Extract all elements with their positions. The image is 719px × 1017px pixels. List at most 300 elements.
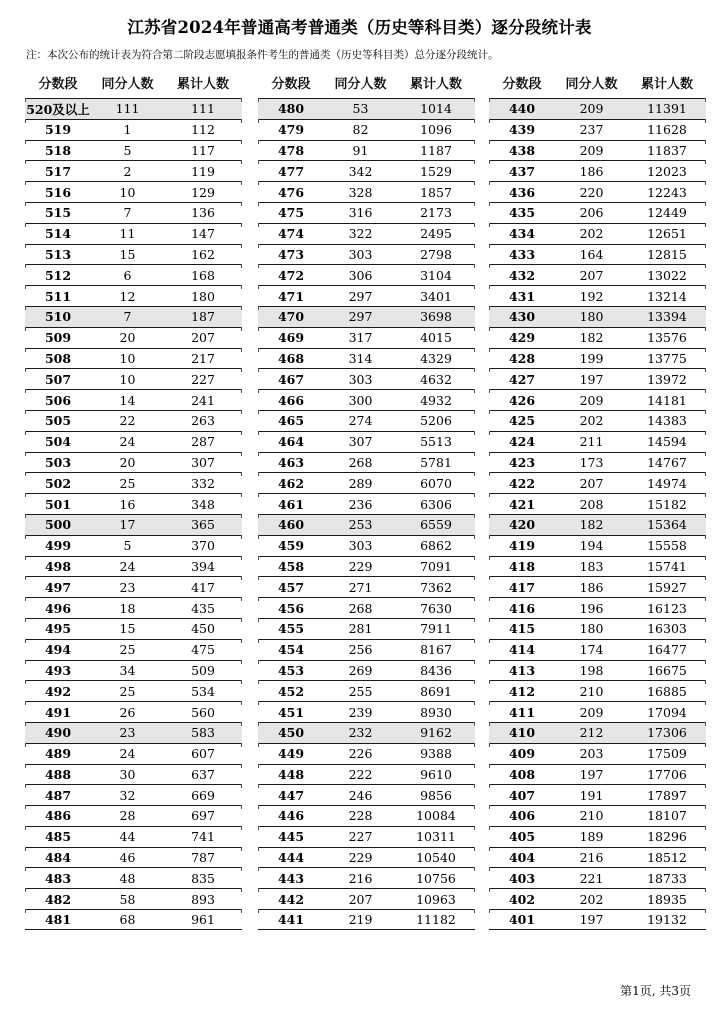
- table-row: [258, 597, 475, 618]
- table-row: [489, 285, 706, 306]
- score-cell: 515: [44, 205, 72, 221]
- score-cell: 492: [44, 683, 72, 699]
- cumulative-cell: 2173: [420, 205, 452, 221]
- cumulative-cell: 9162: [420, 725, 452, 741]
- score-cell: 450: [277, 725, 305, 741]
- table-row: [258, 119, 475, 140]
- table-row: [489, 431, 706, 452]
- table-row: [25, 410, 242, 431]
- cumulative-cell: 12243: [647, 184, 687, 200]
- cumulative-cell: 12651: [647, 226, 687, 242]
- score-cell: 514: [44, 226, 72, 242]
- cumulative-cell: 669: [191, 787, 215, 803]
- same-count-cell: 316: [348, 205, 373, 221]
- score-cell: 431: [508, 288, 536, 304]
- cumulative-cell: 7362: [420, 579, 452, 595]
- cumulative-cell: 307: [191, 454, 215, 470]
- cumulative-cell: 2798: [420, 246, 452, 262]
- score-cell: 513: [44, 246, 72, 262]
- table-row: [489, 160, 706, 181]
- table-row: [489, 119, 706, 140]
- table-row: [25, 701, 242, 722]
- same-count-cell: 229: [348, 850, 373, 866]
- table-row: [489, 722, 706, 743]
- same-count-cell: 222: [348, 766, 373, 782]
- cumulative-cell: 13775: [647, 350, 687, 366]
- header-same-count: 同分人数: [334, 77, 387, 92]
- cumulative-cell: 19132: [647, 911, 687, 927]
- cumulative-cell: 697: [191, 808, 215, 824]
- table-row: [25, 327, 242, 348]
- same-count-cell: 255: [348, 683, 373, 699]
- header-score: 分数段: [38, 77, 78, 92]
- same-count-cell: 11: [119, 226, 136, 242]
- score-cell: 451: [277, 704, 305, 720]
- cumulative-cell: 10084: [416, 808, 456, 824]
- same-count-cell: 192: [579, 288, 604, 304]
- cumulative-cell: 263: [191, 413, 215, 429]
- same-count-cell: 206: [579, 205, 604, 221]
- score-cell: 474: [277, 226, 305, 242]
- table-row: [489, 368, 706, 389]
- same-count-cell: 227: [348, 829, 373, 845]
- score-cell: 414: [508, 642, 536, 658]
- score-table-column-3: [489, 71, 706, 930]
- table-row: [258, 826, 475, 847]
- same-count-cell: 23: [119, 725, 136, 741]
- same-count-cell: 14: [119, 392, 136, 408]
- table-row: [489, 140, 706, 161]
- same-count-cell: 1: [123, 122, 132, 138]
- table-row: [258, 576, 475, 597]
- same-count-cell: 314: [348, 350, 373, 366]
- score-cell: 448: [277, 766, 305, 782]
- cumulative-cell: 187: [191, 309, 215, 325]
- table-row: [25, 472, 242, 493]
- same-count-cell: 34: [119, 662, 136, 678]
- score-cell: 433: [508, 246, 536, 262]
- score-cell: 438: [508, 142, 536, 158]
- table-row: [25, 743, 242, 764]
- score-cell: 415: [508, 621, 536, 637]
- same-count-cell: 232: [348, 725, 373, 741]
- score-cell: 427: [508, 371, 536, 387]
- score-cell: 428: [508, 350, 536, 366]
- score-cell: 511: [44, 288, 72, 304]
- table-row: [489, 472, 706, 493]
- cumulative-cell: 6306: [420, 496, 452, 512]
- same-count-cell: 30: [119, 766, 136, 782]
- cumulative-cell: 637: [191, 766, 215, 782]
- same-count-cell: 303: [348, 246, 373, 262]
- table-row: [25, 722, 242, 743]
- score-cell: 509: [44, 330, 72, 346]
- score-cell: 517: [44, 163, 72, 179]
- same-count-cell: 199: [579, 350, 604, 366]
- same-count-cell: 5: [123, 142, 132, 158]
- table-row: [25, 264, 242, 285]
- score-cell: 430: [508, 309, 536, 325]
- same-count-cell: 23: [119, 579, 136, 595]
- same-count-cell: 342: [348, 163, 373, 179]
- table-row: [25, 556, 242, 577]
- cumulative-cell: 15741: [647, 558, 687, 574]
- score-cell: 516: [44, 184, 72, 200]
- same-count-cell: 18: [119, 600, 136, 616]
- score-cell: 466: [277, 392, 305, 408]
- same-count-cell: 197: [579, 766, 604, 782]
- score-cell: 459: [277, 538, 305, 554]
- cumulative-cell: 16885: [647, 683, 687, 699]
- score-cell: 461: [277, 496, 305, 512]
- cumulative-cell: 9856: [420, 787, 452, 803]
- same-count-cell: 202: [579, 226, 604, 242]
- score-cell: 473: [277, 246, 305, 262]
- cumulative-cell: 5781: [420, 454, 452, 470]
- same-count-cell: 202: [579, 413, 604, 429]
- table-body: [489, 98, 706, 930]
- cumulative-cell: 217: [191, 350, 215, 366]
- score-cell: 467: [277, 371, 305, 387]
- table-row: [258, 389, 475, 410]
- same-count-cell: 25: [119, 642, 136, 658]
- cumulative-cell: 11391: [647, 101, 687, 117]
- table-row: [25, 202, 242, 223]
- same-count-cell: 191: [579, 787, 604, 803]
- table-row: [258, 98, 475, 119]
- cumulative-cell: 5513: [420, 434, 452, 450]
- cumulative-cell: 10963: [416, 891, 456, 907]
- table-row: [258, 514, 475, 535]
- cumulative-cell: 5206: [420, 413, 452, 429]
- same-count-cell: 220: [579, 184, 604, 200]
- cumulative-cell: 17897: [647, 787, 687, 803]
- cumulative-cell: 2495: [420, 226, 452, 242]
- table-row: [258, 472, 475, 493]
- score-cell: 493: [44, 662, 72, 678]
- score-table-column-1: [25, 71, 242, 930]
- same-count-cell: 246: [348, 787, 373, 803]
- table-row: [489, 784, 706, 805]
- cumulative-cell: 8436: [420, 662, 452, 678]
- table-row: [489, 597, 706, 618]
- table-row: [489, 452, 706, 473]
- same-count-cell: 271: [348, 579, 373, 595]
- same-count-cell: 236: [348, 496, 373, 512]
- header-score: 分数段: [271, 77, 311, 92]
- score-cell: 419: [508, 538, 536, 554]
- same-count-cell: 269: [348, 662, 373, 678]
- same-count-cell: 91: [352, 142, 369, 158]
- score-cell: 411: [508, 704, 536, 720]
- score-cell: 520及以上: [26, 101, 90, 117]
- cumulative-cell: 14383: [647, 413, 687, 429]
- same-count-cell: 12: [119, 288, 136, 304]
- table-row: [489, 202, 706, 223]
- cumulative-cell: 1857: [420, 184, 452, 200]
- score-cell: 475: [277, 205, 305, 221]
- score-cell: 416: [508, 600, 536, 616]
- table-row: [489, 764, 706, 785]
- same-count-cell: 82: [352, 122, 369, 138]
- header-same-count: 同分人数: [101, 77, 154, 92]
- score-cell: 403: [508, 870, 536, 886]
- score-cell: 482: [44, 891, 72, 907]
- score-cell: 442: [277, 891, 305, 907]
- table-row: [258, 285, 475, 306]
- table-row: [258, 556, 475, 577]
- cumulative-cell: 11837: [647, 142, 687, 158]
- score-cell: 405: [508, 829, 536, 845]
- cumulative-cell: 16123: [647, 600, 687, 616]
- table-row: [25, 660, 242, 681]
- score-cell: 488: [44, 766, 72, 782]
- cumulative-cell: 10311: [416, 829, 456, 845]
- header-cumulative: 累计人数: [176, 77, 229, 92]
- same-count-cell: 68: [119, 911, 136, 927]
- table-row: [489, 348, 706, 369]
- score-cell: 481: [44, 911, 72, 927]
- score-cell: 465: [277, 413, 305, 429]
- score-cell: 410: [508, 725, 536, 741]
- score-cell: 439: [508, 122, 536, 138]
- same-count-cell: 48: [119, 870, 136, 886]
- cumulative-cell: 3104: [420, 267, 452, 283]
- score-cell: 499: [44, 538, 72, 554]
- cumulative-cell: 17306: [647, 725, 687, 741]
- score-cell: 455: [277, 621, 305, 637]
- score-cell: 487: [44, 787, 72, 803]
- table-row: [258, 431, 475, 452]
- cumulative-cell: 16477: [647, 642, 687, 658]
- cumulative-cell: 332: [191, 475, 215, 491]
- score-cell: 420: [508, 517, 536, 533]
- score-cell: 417: [508, 579, 536, 595]
- same-count-cell: 24: [119, 434, 136, 450]
- score-cell: 490: [44, 725, 72, 741]
- table-row: [489, 535, 706, 556]
- cumulative-cell: 787: [191, 850, 215, 866]
- same-count-cell: 15: [119, 246, 136, 262]
- same-count-cell: 53: [352, 101, 369, 117]
- same-count-cell: 256: [348, 642, 373, 658]
- page-number: 第1页, 共3页: [620, 984, 691, 998]
- cumulative-cell: 509: [191, 662, 215, 678]
- table-row: [489, 743, 706, 764]
- cumulative-cell: 8691: [420, 683, 452, 699]
- table-row: [25, 867, 242, 888]
- table-row: [258, 452, 475, 473]
- cumulative-cell: 117: [191, 142, 215, 158]
- same-count-cell: 44: [119, 829, 136, 845]
- score-cell: 469: [277, 330, 305, 346]
- cumulative-cell: 112: [191, 122, 215, 138]
- table-row: [258, 202, 475, 223]
- header-cumulative: 累计人数: [409, 77, 462, 92]
- same-count-cell: 202: [579, 891, 604, 907]
- same-count-cell: 22: [119, 413, 136, 429]
- score-cell: 504: [44, 434, 72, 450]
- score-cell: 483: [44, 870, 72, 886]
- cumulative-cell: 12449: [647, 205, 687, 221]
- same-count-cell: 289: [348, 475, 373, 491]
- same-count-cell: 303: [348, 371, 373, 387]
- score-cell: 453: [277, 662, 305, 678]
- table-row: [25, 888, 242, 909]
- cumulative-cell: 3401: [420, 288, 452, 304]
- same-count-cell: 317: [348, 330, 373, 346]
- table-row: [258, 909, 475, 930]
- cumulative-cell: 18512: [647, 850, 687, 866]
- table-row: [25, 576, 242, 597]
- same-count-cell: 189: [579, 829, 604, 845]
- cumulative-cell: 835: [191, 870, 215, 886]
- cumulative-cell: 16303: [647, 621, 687, 637]
- same-count-cell: 28: [119, 808, 136, 824]
- score-cell: 441: [277, 911, 305, 927]
- cumulative-cell: 14974: [647, 475, 687, 491]
- table-row: [489, 805, 706, 826]
- cumulative-cell: 111: [191, 101, 215, 117]
- same-count-cell: 228: [348, 808, 373, 824]
- cumulative-cell: 7091: [420, 558, 452, 574]
- cumulative-cell: 370: [191, 538, 215, 554]
- table-row: [489, 826, 706, 847]
- same-count-cell: 24: [119, 558, 136, 574]
- same-count-cell: 207: [579, 475, 604, 491]
- table-row: [258, 618, 475, 639]
- table-row: [25, 909, 242, 930]
- table-row: [258, 348, 475, 369]
- cumulative-cell: 8167: [420, 642, 452, 658]
- table-row: [25, 680, 242, 701]
- score-cell: 510: [44, 309, 72, 325]
- cumulative-cell: 14767: [647, 454, 687, 470]
- table-row: [25, 597, 242, 618]
- same-count-cell: 25: [119, 683, 136, 699]
- table-row: [25, 639, 242, 660]
- same-count-cell: 198: [579, 662, 604, 678]
- score-cell: 422: [508, 475, 536, 491]
- cumulative-cell: 15927: [647, 579, 687, 595]
- table-row: [489, 618, 706, 639]
- score-cell: 458: [277, 558, 305, 574]
- document-note: 注：本次公布的统计表为符合第二阶段志愿填报条件考生的普通类（历史等科目类）总分逐分段统计。: [26, 49, 499, 61]
- cumulative-cell: 1014: [420, 101, 452, 117]
- same-count-cell: 20: [119, 454, 136, 470]
- score-cell: 505: [44, 413, 72, 429]
- score-cell: 462: [277, 475, 305, 491]
- same-count-cell: 2: [123, 163, 132, 179]
- same-count-cell: 208: [579, 496, 604, 512]
- same-count-cell: 5: [123, 538, 132, 554]
- score-cell: 500: [44, 517, 72, 533]
- cumulative-cell: 18296: [647, 829, 687, 845]
- score-cell: 449: [277, 746, 305, 762]
- cumulative-cell: 12023: [647, 163, 687, 179]
- score-cell: 452: [277, 683, 305, 699]
- score-cell: 447: [277, 787, 305, 803]
- cumulative-cell: 583: [191, 725, 215, 741]
- table-row: [489, 389, 706, 410]
- table-row: [489, 223, 706, 244]
- same-count-cell: 216: [348, 870, 373, 886]
- table-row: [258, 140, 475, 161]
- table-row: [25, 431, 242, 452]
- same-count-cell: 307: [348, 434, 373, 450]
- score-cell: 436: [508, 184, 536, 200]
- table-row: [258, 784, 475, 805]
- cumulative-cell: 13214: [647, 288, 687, 304]
- table-row: [25, 389, 242, 410]
- cumulative-cell: 147: [191, 226, 215, 242]
- same-count-cell: 211: [579, 434, 604, 450]
- same-count-cell: 209: [579, 704, 604, 720]
- same-count-cell: 6: [123, 267, 132, 283]
- same-count-cell: 207: [348, 891, 373, 907]
- score-cell: 503: [44, 454, 72, 470]
- cumulative-cell: 475: [191, 642, 215, 658]
- cumulative-cell: 168: [191, 267, 215, 283]
- same-count-cell: 164: [579, 246, 604, 262]
- table-row: [258, 639, 475, 660]
- cumulative-cell: 1529: [420, 163, 452, 179]
- score-cell: 413: [508, 662, 536, 678]
- table-row: [258, 888, 475, 909]
- cumulative-cell: 4932: [420, 392, 452, 408]
- cumulative-cell: 435: [191, 600, 215, 616]
- same-count-cell: 209: [579, 392, 604, 408]
- score-cell: 440: [508, 101, 536, 117]
- header-cumulative: 累计人数: [640, 77, 693, 92]
- table-row: [25, 452, 242, 473]
- same-count-cell: 300: [348, 392, 373, 408]
- score-cell: 445: [277, 829, 305, 845]
- score-cell: 470: [277, 309, 305, 325]
- table-row: [25, 618, 242, 639]
- table-row: [258, 493, 475, 514]
- table-row: [489, 493, 706, 514]
- score-cell: 502: [44, 475, 72, 491]
- same-count-cell: 253: [348, 517, 373, 533]
- table-row: [25, 244, 242, 265]
- table-body: [25, 98, 242, 930]
- table-row: [258, 264, 475, 285]
- same-count-cell: 268: [348, 600, 373, 616]
- cumulative-cell: 15182: [647, 496, 687, 512]
- score-cell: 468: [277, 350, 305, 366]
- cumulative-cell: 15558: [647, 538, 687, 554]
- score-cell: 423: [508, 454, 536, 470]
- score-cell: 484: [44, 850, 72, 866]
- cumulative-cell: 6070: [420, 475, 452, 491]
- score-cell: 418: [508, 558, 536, 574]
- cumulative-cell: 394: [191, 558, 215, 574]
- score-cell: 471: [277, 288, 305, 304]
- same-count-cell: 182: [579, 517, 604, 533]
- table-row: [489, 410, 706, 431]
- score-cell: 494: [44, 642, 72, 658]
- cumulative-cell: 18733: [647, 870, 687, 886]
- same-count-cell: 10: [119, 350, 136, 366]
- table-row: [489, 514, 706, 535]
- cumulative-cell: 893: [191, 891, 215, 907]
- same-count-cell: 237: [579, 122, 604, 138]
- same-count-cell: 306: [348, 267, 373, 283]
- same-count-cell: 303: [348, 538, 373, 554]
- cumulative-cell: 241: [191, 392, 215, 408]
- same-count-cell: 322: [348, 226, 373, 242]
